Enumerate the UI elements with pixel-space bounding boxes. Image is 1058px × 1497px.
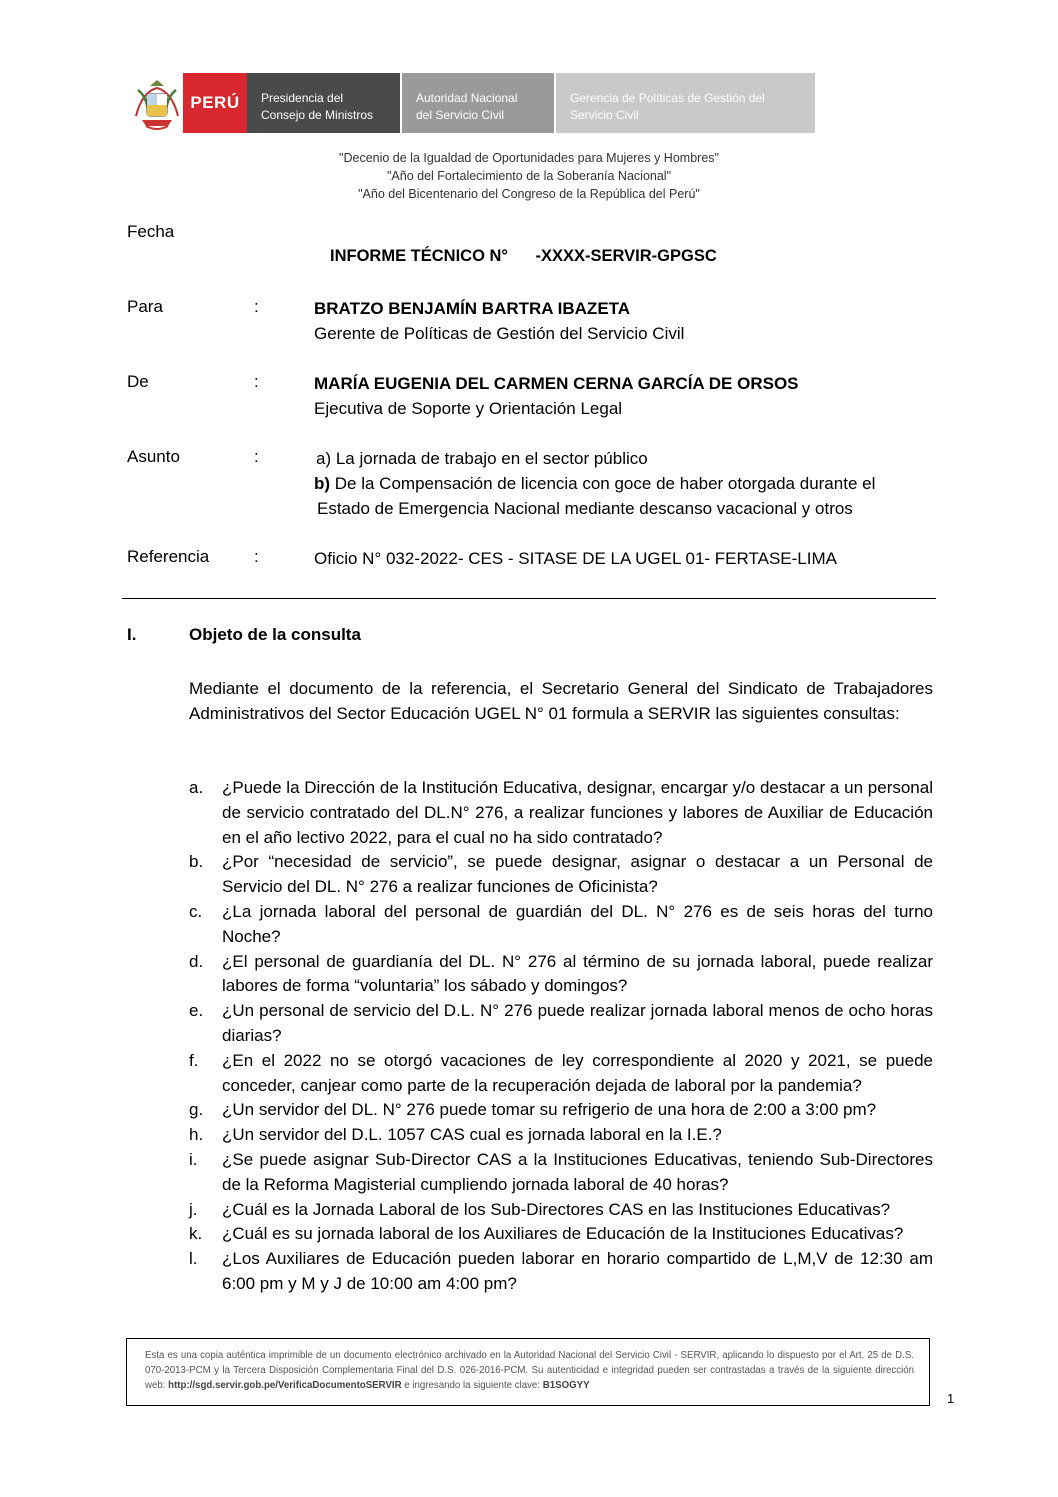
item-text: ¿Un servidor del D.L. 1057 CAS cual es jornada laboral en la I.E.?	[222, 1125, 722, 1145]
verification-link[interactable]: http://sgd.servir.gob.pe/VerificaDocumentoSERVIR	[168, 1380, 402, 1391]
motto: "Año del Bicentenario del Congreso de la República del Perú"	[358, 187, 700, 201]
section-number: I.	[127, 625, 137, 644]
asunto-b-text: De la Compensación de licencia con goce de haber otorgada durante el	[330, 474, 876, 493]
authenticity-footer	[126, 1338, 930, 1406]
asunto-a-text: La jornada de trabajo en el sector público	[331, 449, 648, 468]
list-item	[189, 1148, 933, 1198]
item-text: ¿Cuál es la Jornada Laboral de los Sub-Directores CAS en las Instituciones Educativas?	[222, 1199, 891, 1219]
item-text: ¿Un personal de servicio del D.L. N° 276 puede realizar jornada laboral menos de ocho horas diarias?	[222, 1001, 933, 1045]
list-item	[189, 1222, 933, 1247]
motto: "Decenio de la Igualdad de Oportunidades para Mujeres y Hombres"	[339, 151, 719, 165]
item-marker: c.	[189, 901, 203, 921]
para-name: BRATZO BENJAMÍN BARTRA IBAZETA	[314, 299, 631, 318]
list-item	[189, 850, 933, 900]
asunto-label: Asunto	[127, 447, 180, 466]
page-number: 1	[947, 1391, 955, 1406]
item-text: ¿En el 2022 no se otorgó vacaciones de ley correspondiente al 2020 y 2021, se puede conceder, canjear como parte de la recuperación dejada de laboral por la pandemia?	[222, 1050, 933, 1095]
asunto-a-marker: a)	[316, 449, 332, 468]
item-marker: j.	[189, 1199, 198, 1219]
item-marker: a.	[189, 778, 204, 797]
footer-text-2: e ingresando la siguiente clave:	[401, 1380, 543, 1391]
item-marker: b.	[189, 852, 204, 872]
para-label: Para	[127, 297, 163, 316]
referencia-label: Referencia	[127, 547, 210, 566]
de-label: De	[127, 372, 149, 391]
asunto-b-marker: b)	[314, 474, 331, 493]
item-marker: l.	[189, 1249, 198, 1269]
list-item	[189, 900, 933, 950]
item-text: ¿Un servidor del DL. N° 276 puede tomar su refrigerio de una hora de 2:00 a 3:00 pm?	[222, 1100, 877, 1120]
asunto-value	[314, 446, 934, 521]
item-marker: f.	[189, 1050, 199, 1070]
item-text: ¿Puede la Dirección de la Institución Educativa, designar, encargar y/o destacar a un personal de servicio contratado del DL.N° 276, a realizar funciones y labores de Auxiliar de Educación en el año lectivo 2022, para el cual no ha sido contratado?	[222, 778, 933, 847]
colon: :	[254, 297, 259, 316]
list-item	[189, 1098, 933, 1123]
item-marker: k.	[189, 1224, 203, 1244]
para-role: Gerente de Políticas de Gestión del Servicio Civil	[314, 324, 685, 343]
de-role: Ejecutiva de Soporte y Orientación Legal	[314, 399, 623, 418]
list-item	[189, 776, 933, 850]
list-item	[189, 1198, 933, 1223]
coat-of-arms-icon	[132, 76, 182, 134]
item-marker: g.	[189, 1100, 204, 1120]
motto: "Año del Fortalecimiento de la Soberanía Nacional"	[386, 169, 672, 183]
inst3-line1: Gerencia de Políticas de Gestión del	[570, 91, 765, 105]
footer-text: Esta es una copia auténtica imprimible de un documento electrónico archivado en la Autoridad Nacional del Servicio Civil - SERVIR, aplicando lo dispuesto por el Art. 25 de D.S. 070-2013-PCM y la Tercera Disposición Complementaria Final del D.S. 026-2016-PCM. Su autenticidad e integridad pueden ser contrastadas a través de la siguiente dirección web:	[145, 1350, 914, 1391]
colon: :	[254, 372, 259, 391]
list-item	[189, 950, 933, 1000]
de-value	[314, 371, 799, 421]
list-item	[189, 999, 933, 1049]
item-text: ¿Por “necesidad de servicio”, se puede designar, asignar o destacar a un Personal de Servicio del DL. N° 276 a realizar funciones de Oficinista?	[222, 852, 933, 897]
fecha-label: Fecha	[127, 222, 175, 241]
inst2-line1: Autoridad Nacional	[416, 91, 518, 105]
inst3-line2: Servicio Civil	[570, 108, 639, 122]
document-title: INFORME TÉCNICO N° -XXXX-SERVIR-GPGSC	[330, 247, 717, 265]
verification-key: B1SOGYY	[542, 1380, 590, 1391]
item-marker: i.	[189, 1149, 198, 1169]
list-item	[189, 1247, 933, 1297]
divider	[122, 598, 936, 599]
asunto-b-text-cont: Estado de Emergencia Nacional mediante descanso vacacional y otros	[317, 499, 853, 518]
para-value	[314, 296, 684, 346]
item-text: ¿Los Auxiliares de Educación pueden laborar en horario compartido de L,M,V de 12:30 am 6:00 pm y M y J de 10:00 am 4:00 pm?	[222, 1249, 933, 1293]
inst1-line1: Presidencia del	[261, 91, 344, 105]
item-text: ¿La jornada laboral del personal de guardián del DL. N° 276 es de seis horas del turno Noche?	[222, 901, 933, 946]
intro-paragraph: Mediante el documento de la referencia, el Secretario General del Sindicato de Trabajadores Administrativos del Sector Educación UGEL N° 01 formula a SERVIR las siguientes consultas:	[189, 679, 933, 723]
peru-brand: PERÚ	[183, 73, 247, 133]
referencia-value: Oficio N° 032-2022- CES - SITASE DE LA UGEL 01- FERTASE-LIMA	[314, 549, 837, 568]
question-list	[189, 776, 933, 1297]
item-text: ¿Cuál es su jornada laboral de los Auxiliares de Educación de la Instituciones Educativas?	[222, 1224, 904, 1244]
item-text: ¿El personal de guardianía del DL. N° 276 al término de su jornada laboral, puede realizar labores de forma “voluntaria” los sábado y domingos?	[222, 951, 933, 996]
item-text: ¿Se puede asignar Sub-Director CAS a la Instituciones Educativas, teniendo Sub-Directores de la Reforma Magisterial cumpliendo jornada laboral de 40 horas?	[222, 1149, 933, 1194]
institution-pcm	[247, 73, 400, 133]
list-item	[189, 1123, 933, 1148]
mottos	[0, 149, 1058, 203]
colon: :	[254, 447, 259, 466]
inst2-line2: del Servicio Civil	[416, 108, 505, 122]
inst1-line2: Consejo de Ministros	[261, 108, 374, 122]
list-item	[189, 1049, 933, 1099]
de-name: MARÍA EUGENIA DEL CARMEN CERNA GARCÍA DE ORSOS	[314, 374, 799, 393]
section-title: Objeto de la consulta	[189, 625, 361, 644]
institution-servir	[402, 73, 554, 133]
item-marker: e.	[189, 1001, 204, 1021]
colon: :	[254, 547, 259, 566]
institution-gpgsc	[556, 73, 815, 133]
item-marker: h.	[189, 1125, 204, 1145]
item-marker: d.	[189, 951, 204, 971]
